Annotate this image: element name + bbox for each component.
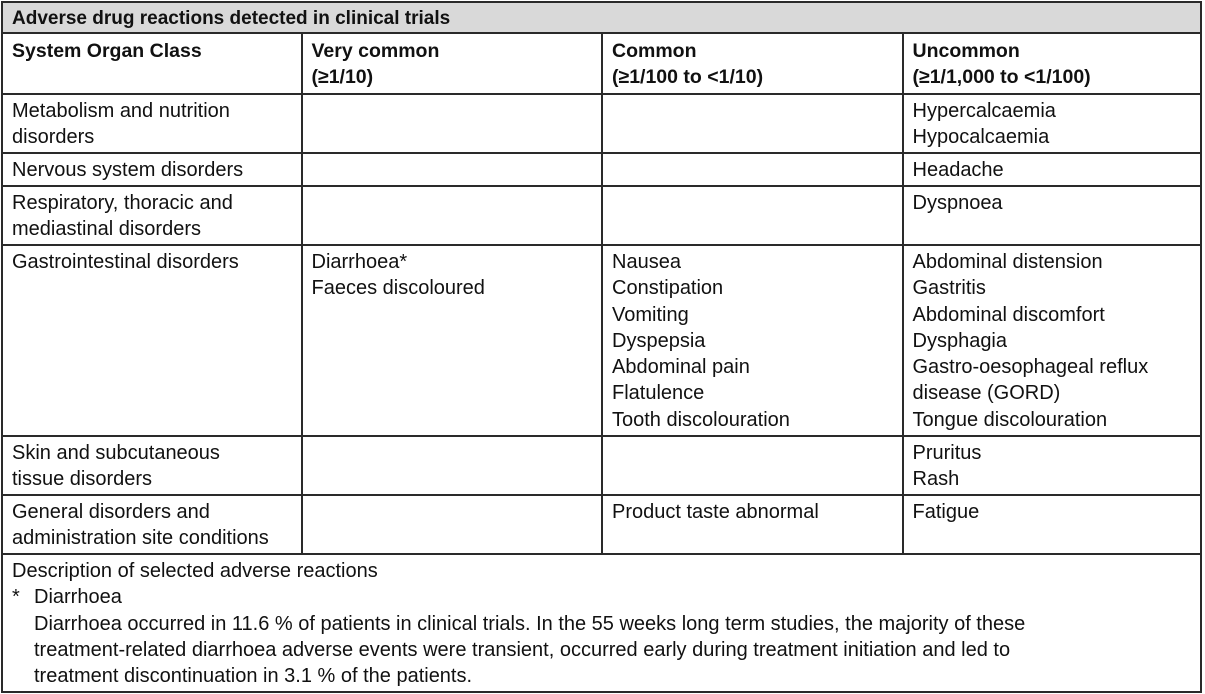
soc-cell bbox=[3, 187, 303, 244]
common-cell bbox=[603, 95, 904, 152]
reaction: Gastritis bbox=[912, 277, 986, 300]
reaction: Pruritus bbox=[912, 442, 982, 464]
soc-text: administration site conditions bbox=[12, 527, 269, 550]
table-row bbox=[3, 246, 1200, 437]
table-row bbox=[3, 496, 1200, 555]
header-label: Common bbox=[612, 40, 697, 62]
uncommon-cell bbox=[904, 246, 1201, 435]
very-common-cell bbox=[303, 95, 604, 152]
reaction: Dyspnoea bbox=[912, 192, 1003, 214]
reaction: Abdominal pain bbox=[612, 356, 750, 379]
common-cell bbox=[603, 437, 904, 494]
soc-text: Nervous system disorders bbox=[12, 159, 244, 181]
footnote-paragraph bbox=[12, 611, 1191, 690]
uncommon-cell bbox=[904, 95, 1201, 152]
table-row bbox=[3, 187, 1200, 246]
reaction: Rash bbox=[912, 468, 960, 491]
footnote-line: Diarrhoea occurred in 11.6 % of patients in clinical trials. In the 55 weeks long term studies, the majority of these bbox=[34, 612, 1026, 635]
soc-text: Metabolism and nutrition bbox=[12, 100, 230, 122]
reaction: Hypercalcaemia bbox=[912, 100, 1056, 122]
very-common-cell bbox=[303, 437, 604, 494]
header-label: Very common bbox=[311, 40, 440, 62]
reaction: Headache bbox=[912, 159, 1004, 181]
asterisk-marker: * bbox=[12, 586, 20, 609]
uncommon-cell bbox=[904, 154, 1201, 185]
uncommon-cell bbox=[904, 437, 1201, 494]
header-frequency: (≥1/100 to <1/10) bbox=[612, 66, 764, 89]
soc-text: mediastinal disorders bbox=[12, 218, 201, 241]
soc-cell bbox=[3, 437, 303, 494]
uncommon-cell bbox=[904, 496, 1201, 553]
reaction: Hypocalcaemia bbox=[912, 126, 1050, 149]
header-row bbox=[3, 34, 1200, 95]
footnote-term: Diarrhoea bbox=[34, 586, 122, 609]
header-label: System Organ Class bbox=[12, 40, 202, 62]
soc-cell bbox=[3, 154, 303, 185]
header-system-organ-class bbox=[3, 34, 303, 93]
footnote-line: treatment discontinuation in 3.1 % of the patients. bbox=[34, 665, 473, 688]
very-common-cell bbox=[303, 187, 604, 244]
adverse-reactions-table bbox=[1, 1, 1202, 693]
reaction: Vomiting bbox=[612, 303, 689, 326]
soc-text: Skin and subcutaneous bbox=[12, 442, 220, 464]
common-cell bbox=[603, 154, 904, 185]
header-label: Uncommon bbox=[912, 40, 1020, 62]
footnote-section bbox=[3, 555, 1200, 691]
reaction: Gastro-oesophageal reflux bbox=[912, 356, 1149, 379]
soc-text: Gastrointestinal disorders bbox=[12, 251, 239, 273]
reaction: Flatulence bbox=[612, 382, 705, 405]
reaction: Tooth discolouration bbox=[612, 408, 790, 431]
reaction: Dysphagia bbox=[912, 329, 1008, 352]
reaction: Abdominal distension bbox=[912, 251, 1103, 273]
reaction: Product taste abnormal bbox=[612, 501, 819, 523]
table-title: Adverse drug reactions detected in clinical trials bbox=[3, 3, 1200, 34]
soc-text: tissue disorders bbox=[12, 468, 153, 491]
common-cell bbox=[603, 187, 904, 244]
reaction: Abdominal discomfort bbox=[912, 303, 1105, 326]
uncommon-cell bbox=[904, 187, 1201, 244]
reaction: Fatigue bbox=[912, 501, 980, 523]
common-cell bbox=[603, 246, 904, 435]
reaction: Nausea bbox=[612, 251, 681, 273]
header-frequency: (≥1/10) bbox=[311, 66, 374, 89]
very-common-cell bbox=[303, 154, 604, 185]
reaction: Diarrhoea* bbox=[311, 251, 408, 273]
reaction: Constipation bbox=[612, 277, 724, 300]
header-common bbox=[603, 34, 904, 93]
soc-cell bbox=[3, 246, 303, 435]
reaction: Dyspepsia bbox=[612, 329, 706, 352]
header-uncommon bbox=[904, 34, 1201, 93]
soc-text: General disorders and bbox=[12, 501, 210, 523]
soc-cell bbox=[3, 496, 303, 553]
very-common-cell bbox=[303, 246, 604, 435]
header-very-common bbox=[303, 34, 604, 93]
footnote-heading: Description of selected adverse reactions bbox=[12, 560, 378, 582]
soc-cell bbox=[3, 95, 303, 152]
table-row bbox=[3, 95, 1200, 154]
table-row bbox=[3, 437, 1200, 496]
reaction: disease (GORD) bbox=[912, 382, 1061, 405]
common-cell bbox=[603, 496, 904, 553]
table-row bbox=[3, 154, 1200, 187]
header-frequency: (≥1/1,000 to <1/100) bbox=[912, 66, 1091, 89]
very-common-cell bbox=[303, 496, 604, 553]
reaction: Tongue discolouration bbox=[912, 408, 1108, 431]
footnote-line: treatment-related diarrhoea adverse events were transient, occurred early during treatment initiation and led to bbox=[34, 638, 1011, 661]
footnote-term-row bbox=[12, 584, 1191, 610]
reaction: Faeces discoloured bbox=[311, 277, 485, 300]
soc-text: disorders bbox=[12, 126, 95, 149]
soc-text: Respiratory, thoracic and bbox=[12, 192, 233, 214]
